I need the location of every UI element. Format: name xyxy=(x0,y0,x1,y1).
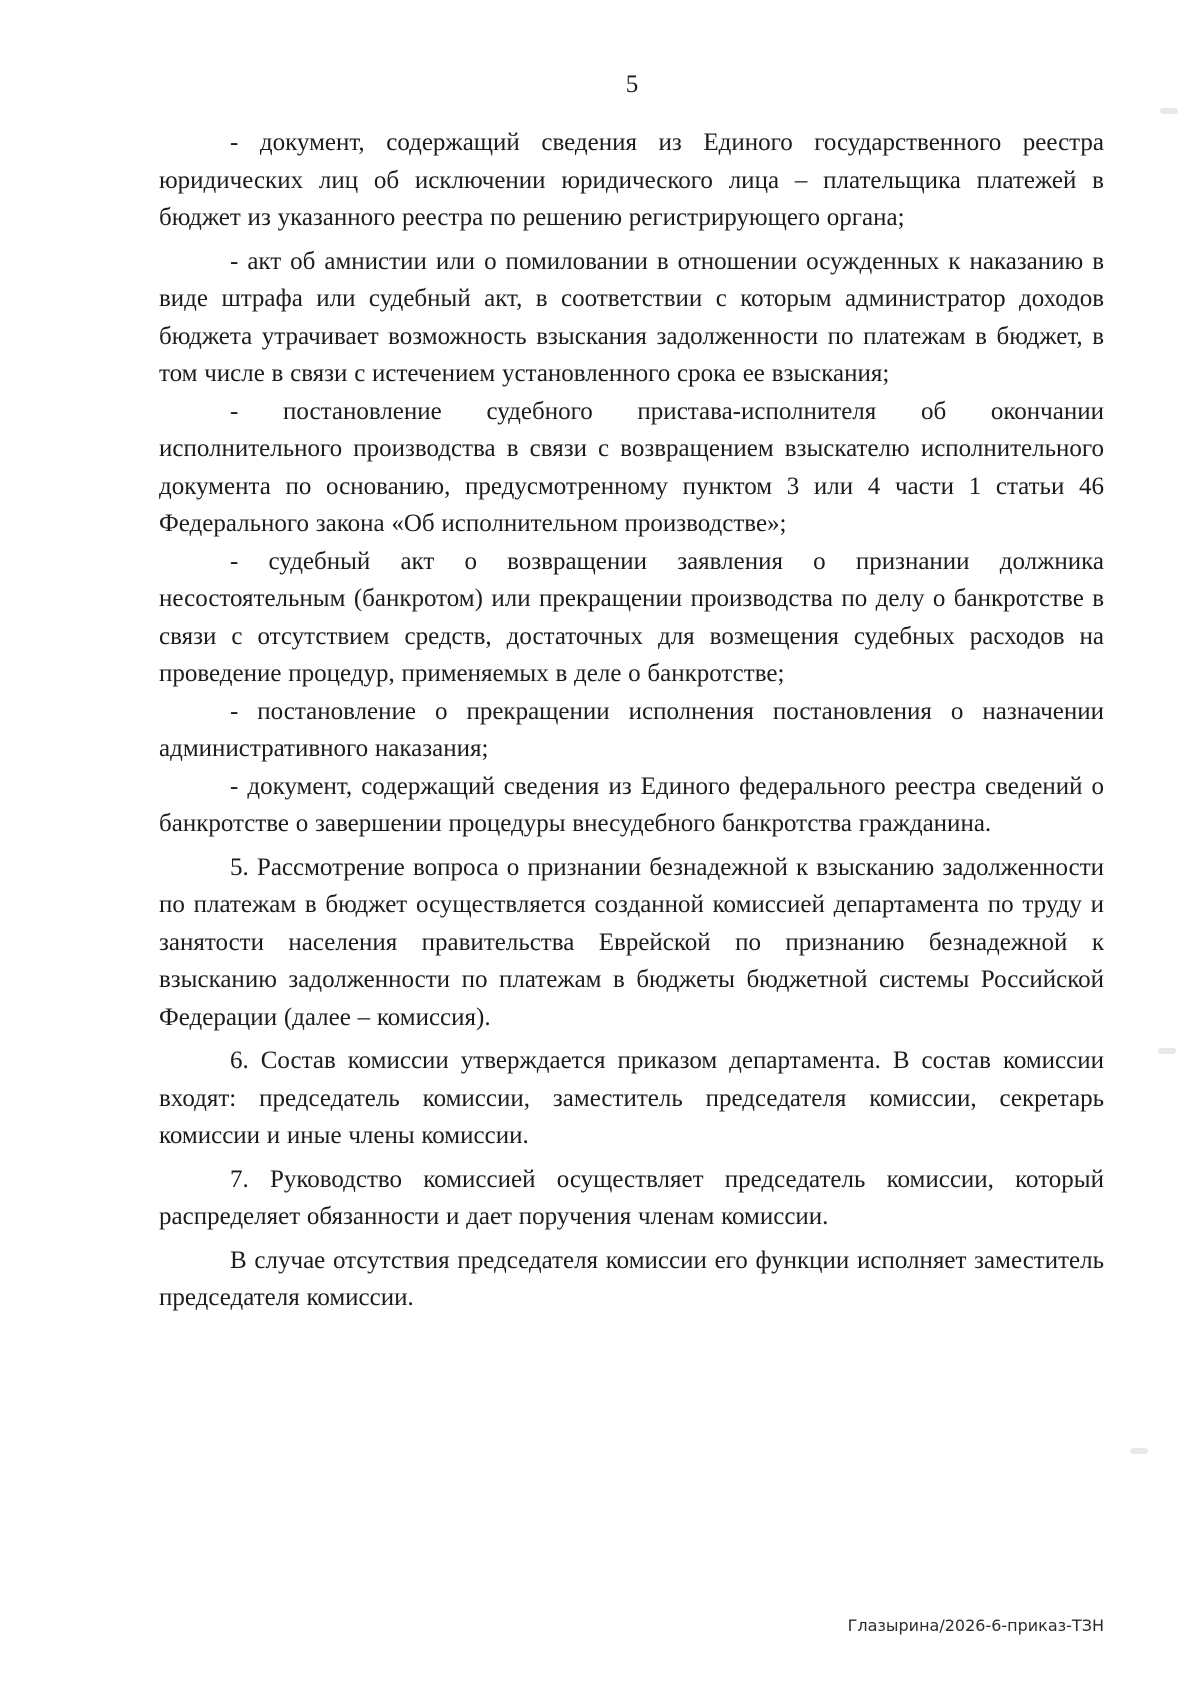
document-body xyxy=(159,124,1104,1317)
document-footer-reference: Глазырина/2026-6-приказ-ТЗН xyxy=(847,1616,1104,1635)
clause-5: 5. Рассмотрение вопроса о признании безнадежной к взысканию задолженности по платежам в бюджет осуществляется созданной комиссией департамента по труду и занятости населения правительства Еврейской по признанию безнадежной к взысканию задолженности по платежам в бюджеты бюджетной системы Российской Федерации (далее – комиссия). xyxy=(159,853,1104,1031)
scan-speck xyxy=(1130,1448,1148,1454)
list-item-egrul-exclusion: - документ, содержащий сведения из Единого государственного реестра юридических лиц об исключении юридического лица – плательщика платежей в бюджет из указанного реестра по решению регистрирующего органа; xyxy=(159,129,1104,231)
list-item-bankruptcy-court-act: - судебный акт о возвращении заявления о признании должника несостоятельным (банкротом) или прекращении производства по делу о банкротстве в связи с отсутствием средств, достаточных для возмещения судебных расходов на проведение процедур, применяемых в деле о банкротстве; xyxy=(159,547,1104,687)
scan-speck xyxy=(1160,108,1178,114)
list-item-termination-resolution: - постановление о прекращении исполнения постановления о назначении административного наказания; xyxy=(159,697,1104,762)
clause-6: 6. Состав комиссии утверждается приказом департамента. В состав комиссии входят: председатель комиссии, заместитель председателя комиссии, секретарь комиссии и иные члены комиссии. xyxy=(159,1047,1104,1149)
clause-7-substitute: В случае отсутствия председателя комиссии его функции исполняет заместитель председателя комиссии. xyxy=(159,1246,1104,1311)
page-number: 5 xyxy=(625,71,639,98)
clause-7: 7. Руководство комиссией осуществляет председатель комиссии, который распределяет обязанности и дает поручения членам комиссии. xyxy=(159,1165,1104,1230)
list-item-amnesty-act: - акт об амнистии или о помиловании в отношении осужденных к наказанию в виде штрафа или судебный акт, в соответствии с которым администратор доходов бюджета утрачивает возможность взыскания задолженности по платежам в бюджет, в том числе в связи с истечением установленного срока ее взыскания; xyxy=(159,247,1104,387)
scan-speck xyxy=(1158,1048,1176,1054)
list-item-bailiff-resolution: - постановление судебного пристава-исполнителя об окончании исполнительного производства в связи с возвращением взыскателю исполнительного документа по основанию, предусмотренному пунктом 3 или 4 части 1 статьи 46 Федерального закона «Об исполнительном производстве»; xyxy=(159,397,1104,537)
list-item-extrajudicial-bankruptcy: - документ, содержащий сведения из Единого федерального реестра сведений о банкротстве о завершении процедуры внесудебного банкротства гражданина. xyxy=(159,772,1104,837)
